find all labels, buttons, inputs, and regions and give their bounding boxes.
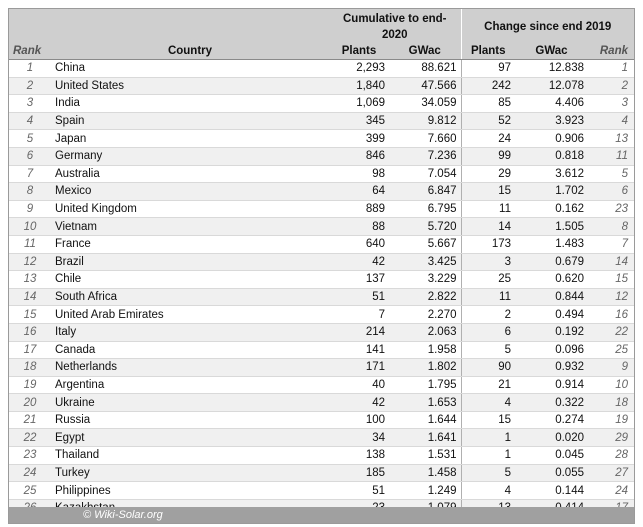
column-header-country: Country — [51, 43, 329, 60]
cell-country: Vietnam — [51, 218, 329, 236]
table-row — [9, 376, 634, 394]
cell-rank: 2 — [9, 77, 51, 95]
cell-change-rank: 19 — [588, 411, 634, 429]
cell-gwac: 6.795 — [389, 200, 461, 218]
cell-rank: 19 — [9, 376, 51, 394]
cell-change-plants: 173 — [461, 235, 515, 253]
cell-change-gwac: 0.932 — [515, 359, 588, 377]
cell-change-plants: 29 — [461, 165, 515, 183]
cell-country: China — [51, 60, 329, 78]
cell-change-rank: 3 — [588, 95, 634, 113]
cell-gwac: 7.236 — [389, 147, 461, 165]
cell-change-plants: 2 — [461, 306, 515, 324]
cell-change-plants: 85 — [461, 95, 515, 113]
table-row — [9, 323, 634, 341]
header-group-cumulative: Cumulative to end-2020 — [329, 9, 461, 43]
cell-change-plants: 3 — [461, 253, 515, 271]
cell-country: Russia — [51, 411, 329, 429]
cell-gwac: 3.229 — [389, 271, 461, 289]
cell-gwac: 1.531 — [389, 447, 461, 465]
cell-rank: 24 — [9, 464, 51, 482]
cell-rank: 3 — [9, 95, 51, 113]
cell-change-gwac: 0.620 — [515, 271, 588, 289]
cell-rank: 5 — [9, 130, 51, 148]
cell-country: Chile — [51, 271, 329, 289]
cell-change-rank: 22 — [588, 323, 634, 341]
cell-change-plants: 52 — [461, 112, 515, 130]
cell-change-rank: 2 — [588, 77, 634, 95]
cell-change-rank: 23 — [588, 200, 634, 218]
cell-change-gwac: 3.923 — [515, 112, 588, 130]
cell-gwac: 7.054 — [389, 165, 461, 183]
cell-plants: 214 — [329, 323, 389, 341]
table-row — [9, 447, 634, 465]
cell-plants: 846 — [329, 147, 389, 165]
cell-change-plants: 15 — [461, 183, 515, 201]
cell-country: India — [51, 95, 329, 113]
cell-country: Egypt — [51, 429, 329, 447]
table-row — [9, 60, 634, 78]
cell-change-plants: 99 — [461, 147, 515, 165]
cell-change-gwac: 0.045 — [515, 447, 588, 465]
cell-gwac: 6.847 — [389, 183, 461, 201]
cell-plants: 98 — [329, 165, 389, 183]
solar-ranking-table-frame — [8, 8, 635, 524]
cell-change-rank: 29 — [588, 429, 634, 447]
cell-plants: 889 — [329, 200, 389, 218]
cell-gwac: 1.644 — [389, 411, 461, 429]
cell-change-rank: 14 — [588, 253, 634, 271]
solar-ranking-table — [9, 9, 634, 517]
cell-change-plants: 11 — [461, 200, 515, 218]
header-blank — [51, 9, 329, 43]
cell-plants: 51 — [329, 482, 389, 500]
table-row — [9, 200, 634, 218]
cell-change-gwac: 0.274 — [515, 411, 588, 429]
cell-change-gwac: 0.144 — [515, 482, 588, 500]
cell-change-gwac: 0.494 — [515, 306, 588, 324]
cell-change-rank: 18 — [588, 394, 634, 412]
cell-change-plants: 242 — [461, 77, 515, 95]
cell-country: Spain — [51, 112, 329, 130]
cell-change-gwac: 4.406 — [515, 95, 588, 113]
cell-change-plants: 90 — [461, 359, 515, 377]
cell-change-plants: 14 — [461, 218, 515, 236]
cell-rank: 21 — [9, 411, 51, 429]
cell-change-gwac: 0.818 — [515, 147, 588, 165]
cell-gwac: 88.621 — [389, 60, 461, 78]
cell-change-plants: 25 — [461, 271, 515, 289]
table-row — [9, 95, 634, 113]
cell-plants: 137 — [329, 271, 389, 289]
cell-change-gwac: 1.505 — [515, 218, 588, 236]
cell-rank: 18 — [9, 359, 51, 377]
cell-rank: 17 — [9, 341, 51, 359]
cell-gwac: 34.059 — [389, 95, 461, 113]
cell-country: South Africa — [51, 288, 329, 306]
cell-plants: 399 — [329, 130, 389, 148]
cell-plants: 171 — [329, 359, 389, 377]
cell-change-gwac: 0.322 — [515, 394, 588, 412]
cell-change-rank: 8 — [588, 218, 634, 236]
cell-gwac: 1.641 — [389, 429, 461, 447]
cell-change-gwac: 0.679 — [515, 253, 588, 271]
cell-change-plants: 11 — [461, 288, 515, 306]
cell-plants: 40 — [329, 376, 389, 394]
table-row — [9, 394, 634, 412]
cell-country: Ukraine — [51, 394, 329, 412]
cell-rank: 11 — [9, 235, 51, 253]
cell-gwac: 1.802 — [389, 359, 461, 377]
cell-plants: 1,840 — [329, 77, 389, 95]
cell-rank: 12 — [9, 253, 51, 271]
cell-country: Germany — [51, 147, 329, 165]
cell-change-rank: 10 — [588, 376, 634, 394]
cell-change-rank: 1 — [588, 60, 634, 78]
table-row — [9, 147, 634, 165]
cell-change-gwac: 1.483 — [515, 235, 588, 253]
cell-gwac: 5.667 — [389, 235, 461, 253]
cell-gwac: 1.958 — [389, 341, 461, 359]
cell-change-rank: 5 — [588, 165, 634, 183]
cell-change-rank: 24 — [588, 482, 634, 500]
credit-footer: © Wiki-Solar.org — [9, 507, 634, 523]
table-row — [9, 341, 634, 359]
cell-change-plants: 24 — [461, 130, 515, 148]
cell-change-plants: 5 — [461, 464, 515, 482]
cell-change-gwac: 0.020 — [515, 429, 588, 447]
cell-change-rank: 28 — [588, 447, 634, 465]
cell-plants: 51 — [329, 288, 389, 306]
cell-change-plants: 4 — [461, 394, 515, 412]
cell-change-rank: 9 — [588, 359, 634, 377]
cell-change-plants: 5 — [461, 341, 515, 359]
cell-rank: 1 — [9, 60, 51, 78]
cell-country: France — [51, 235, 329, 253]
cell-gwac: 3.425 — [389, 253, 461, 271]
cell-change-plants: 97 — [461, 60, 515, 78]
table-row — [9, 130, 634, 148]
table-row — [9, 183, 634, 201]
cell-rank: 15 — [9, 306, 51, 324]
cell-rank: 22 — [9, 429, 51, 447]
cell-rank: 25 — [9, 482, 51, 500]
cell-change-rank: 13 — [588, 130, 634, 148]
cell-rank: 20 — [9, 394, 51, 412]
cell-change-plants: 6 — [461, 323, 515, 341]
column-header-rank: Rank — [9, 43, 51, 60]
cell-plants: 64 — [329, 183, 389, 201]
cell-change-rank: 15 — [588, 271, 634, 289]
cell-change-gwac: 3.612 — [515, 165, 588, 183]
cell-country: Netherlands — [51, 359, 329, 377]
cell-change-gwac: 0.055 — [515, 464, 588, 482]
cell-country: Japan — [51, 130, 329, 148]
cell-change-plants: 1 — [461, 447, 515, 465]
cell-change-plants: 21 — [461, 376, 515, 394]
cell-gwac: 1.795 — [389, 376, 461, 394]
cell-plants: 42 — [329, 253, 389, 271]
table-header — [9, 9, 634, 60]
table-row — [9, 482, 634, 500]
cell-gwac: 9.812 — [389, 112, 461, 130]
table-row — [9, 359, 634, 377]
cell-plants: 1,069 — [329, 95, 389, 113]
cell-plants: 100 — [329, 411, 389, 429]
cell-change-plants: 15 — [461, 411, 515, 429]
cell-plants: 185 — [329, 464, 389, 482]
table-row — [9, 218, 634, 236]
cell-country: Turkey — [51, 464, 329, 482]
table-row — [9, 288, 634, 306]
cell-country: Brazil — [51, 253, 329, 271]
table-row — [9, 429, 634, 447]
cell-change-gwac: 12.078 — [515, 77, 588, 95]
cell-country: Thailand — [51, 447, 329, 465]
table-row — [9, 77, 634, 95]
table-row — [9, 306, 634, 324]
column-header-change-plants: Plants — [461, 43, 515, 60]
cell-country: Mexico — [51, 183, 329, 201]
cell-country: Australia — [51, 165, 329, 183]
cell-change-gwac: 12.838 — [515, 60, 588, 78]
cell-country: United States — [51, 77, 329, 95]
cell-rank: 4 — [9, 112, 51, 130]
column-header-change-rank: Rank — [588, 43, 634, 60]
cell-plants: 141 — [329, 341, 389, 359]
cell-change-rank: 27 — [588, 464, 634, 482]
cell-gwac: 5.720 — [389, 218, 461, 236]
table-row — [9, 464, 634, 482]
cell-rank: 10 — [9, 218, 51, 236]
table-row — [9, 235, 634, 253]
cell-change-gwac: 0.096 — [515, 341, 588, 359]
cell-change-gwac: 0.162 — [515, 200, 588, 218]
table-body — [9, 60, 634, 517]
cell-rank: 8 — [9, 183, 51, 201]
cell-change-rank: 11 — [588, 147, 634, 165]
cell-country: Philippines — [51, 482, 329, 500]
cell-gwac: 7.660 — [389, 130, 461, 148]
header-blank — [9, 9, 51, 43]
cell-plants: 42 — [329, 394, 389, 412]
cell-change-rank: 16 — [588, 306, 634, 324]
header-group-change: Change since end 2019 — [461, 9, 634, 43]
cell-country: Canada — [51, 341, 329, 359]
cell-plants: 2,293 — [329, 60, 389, 78]
cell-rank: 6 — [9, 147, 51, 165]
cell-rank: 14 — [9, 288, 51, 306]
cell-gwac: 1.653 — [389, 394, 461, 412]
cell-change-rank: 25 — [588, 341, 634, 359]
cell-change-gwac: 0.914 — [515, 376, 588, 394]
cell-plants: 88 — [329, 218, 389, 236]
table-row — [9, 112, 634, 130]
cell-country: Argentina — [51, 376, 329, 394]
cell-change-rank: 6 — [588, 183, 634, 201]
cell-rank: 16 — [9, 323, 51, 341]
cell-plants: 138 — [329, 447, 389, 465]
cell-change-rank: 7 — [588, 235, 634, 253]
cell-change-rank: 12 — [588, 288, 634, 306]
cell-country: United Arab Emirates — [51, 306, 329, 324]
table-row — [9, 271, 634, 289]
cell-change-gwac: 1.702 — [515, 183, 588, 201]
cell-gwac: 1.458 — [389, 464, 461, 482]
table-row — [9, 165, 634, 183]
cell-plants: 7 — [329, 306, 389, 324]
cell-change-plants: 4 — [461, 482, 515, 500]
column-header-gwac: GWac — [389, 43, 461, 60]
cell-gwac: 1.249 — [389, 482, 461, 500]
cell-rank: 23 — [9, 447, 51, 465]
cell-plants: 34 — [329, 429, 389, 447]
cell-rank: 13 — [9, 271, 51, 289]
cell-plants: 345 — [329, 112, 389, 130]
cell-rank: 9 — [9, 200, 51, 218]
cell-gwac: 2.063 — [389, 323, 461, 341]
cell-gwac: 2.270 — [389, 306, 461, 324]
column-header-change-gwac: GWac — [515, 43, 588, 60]
cell-country: United Kingdom — [51, 200, 329, 218]
table-row — [9, 253, 634, 271]
cell-country: Italy — [51, 323, 329, 341]
table-row — [9, 411, 634, 429]
cell-change-plants: 1 — [461, 429, 515, 447]
cell-change-gwac: 0.906 — [515, 130, 588, 148]
cell-gwac: 47.566 — [389, 77, 461, 95]
cell-change-gwac: 0.844 — [515, 288, 588, 306]
column-header-plants: Plants — [329, 43, 389, 60]
cell-rank: 7 — [9, 165, 51, 183]
cell-plants: 640 — [329, 235, 389, 253]
cell-change-rank: 4 — [588, 112, 634, 130]
cell-change-gwac: 0.192 — [515, 323, 588, 341]
cell-gwac: 2.822 — [389, 288, 461, 306]
